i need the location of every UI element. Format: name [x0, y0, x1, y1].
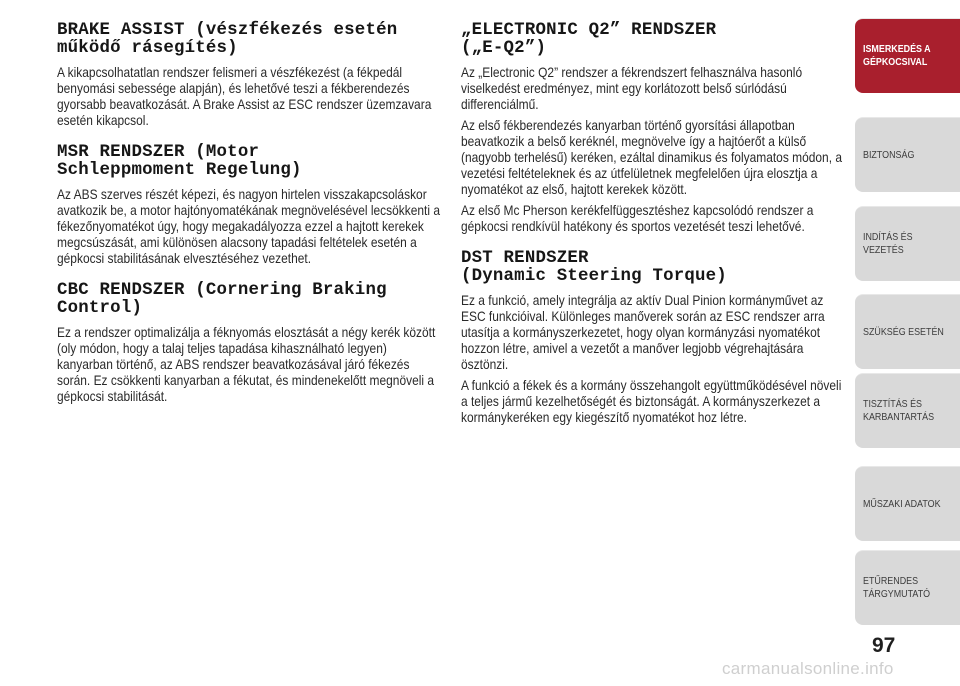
page-number: 97 — [872, 634, 896, 657]
tab-targymutato[interactable] — [855, 550, 960, 625]
tab-label: INDÍTÁS ÉS VEZETÉS — [863, 231, 913, 256]
tab-label: ETŰRENDES TÁRGYMUTATÓ — [863, 575, 931, 600]
watermark: carmanualsonline.info — [722, 659, 894, 678]
section-heading-electronic-q2: „ELECTRONIC Q2” RENDSZER („E-Q2”) — [461, 21, 717, 58]
section-paragraph: Ez a rendszer optimalizálja a féknyomás elosztását a négy kerék között (oly módon, hogy a talaj teljes tapadása kihasználható legyen) kanyarban történő, az ABS rendszer beavatkozásával járó fékezés során. Ez csökkenti kanyarban a fékutat, és mindenekelőtt megnöveli a gépkocsi stabilitását. — [57, 325, 436, 404]
tab-biztonsag[interactable] — [855, 117, 960, 192]
tab-label: BIZTONSÁG — [863, 148, 915, 161]
tab-label: ISMERKEDÉS A GÉPKOCSIVAL — [863, 43, 931, 68]
section-heading-dst: DST RENDSZER (Dynamic Steering Torque) — [461, 249, 727, 286]
tab-tisztitas[interactable] — [855, 373, 960, 448]
section-paragraph: Az első fékberendezés kanyarban történő gyorsítási állapotban beavatkozik a belső keréknél, megnövelve így a hajtóerőt a külső (nagyobb terhelésű) keréken, ezáltal dinamikus és folyamatos módon, a vezetési feltételeknek és az útfelületnek megfelelően újra elosztja a nyomatékot az első, hajtott kerekek között. — [461, 118, 843, 197]
tab-label: SZÜKSÉG ESETÉN — [863, 325, 944, 338]
tab-label: TISZTÍTÁS ÉS KARBANTARTÁS — [863, 398, 935, 423]
section-paragraph: A funkció a fékek és a kormány összehangolt együttműködésével növeli a teljes jármű kezelhetőségét és biztonságát. A kormányszerkezet a kormánykeréken egy kiegészítő nyomatékot hoz létre. — [461, 378, 842, 425]
left-column — [57, 22, 441, 410]
section-paragraph: A kikapcsolhatatlan rendszer felismeri a vészfékezést (a fékpedál benyomási sebessége alapján), és lehetővé teszi a fékberendezés gyorsabb beavatkozását. A Brake Assist az ESC rendszer üzemzavara esetén kikapcsol. — [57, 65, 432, 128]
tab-ismerkedes[interactable] — [855, 18, 960, 93]
right-column — [461, 22, 845, 431]
tab-label: MŰSZAKI ADATOK — [863, 497, 941, 510]
chapter-sidebar — [855, 0, 960, 686]
section-paragraph: Ez a funkció, amely integrálja az aktív Dual Pinion kormányművet az ESC funkcióival. Különleges manőverek során az ESC rendszer arra utasítja a kormányszerkezetet, hogy olyan kormányzási nyomatékot hozzon létre, amivel a vezetőt a manőver legjobb végrehajtására ösztönzi. — [461, 293, 825, 372]
tab-szukseg[interactable] — [855, 294, 960, 369]
section-heading-cbc: CBC RENDSZER (Cornering Braking Control) — [57, 281, 387, 318]
tab-inditas[interactable] — [855, 206, 960, 281]
section-paragraph: Az „Electronic Q2” rendszer a fékrendszert felhasználva hasonló viselkedést eredményez, mint egy korlátozott belső súrlódású differenciálmű. — [461, 65, 803, 112]
section-paragraph: Az első Mc Pherson kerékfelfüggesztéshez kapcsolódó rendszer a gépkocsi rendkívül hatékony és sportos vezetését teszi lehetővé. — [461, 203, 814, 234]
section-heading-brake-assist: BRAKE ASSIST (vészfékezés esetén működő rásegítés) — [57, 21, 398, 58]
section-heading-msr: MSR RENDSZER (Motor Schleppmoment Regelung) — [57, 143, 302, 180]
section-paragraph: Az ABS szerves részét képezi, és nagyon hirtelen visszakapcsoláskor avatkozik be, a motor hajtónyomatékának megnövelésével lecsökkenti a fékezőnyomatékot úgy, hogy megakadályozza ezzel a hajtott kerekek megcsúszását, ami különösen alacsony tapadási feltételek esetén a gépkocsi stabilitásának elvesztéséhez vezethet. — [57, 187, 441, 266]
tab-muszaki[interactable] — [855, 466, 960, 541]
